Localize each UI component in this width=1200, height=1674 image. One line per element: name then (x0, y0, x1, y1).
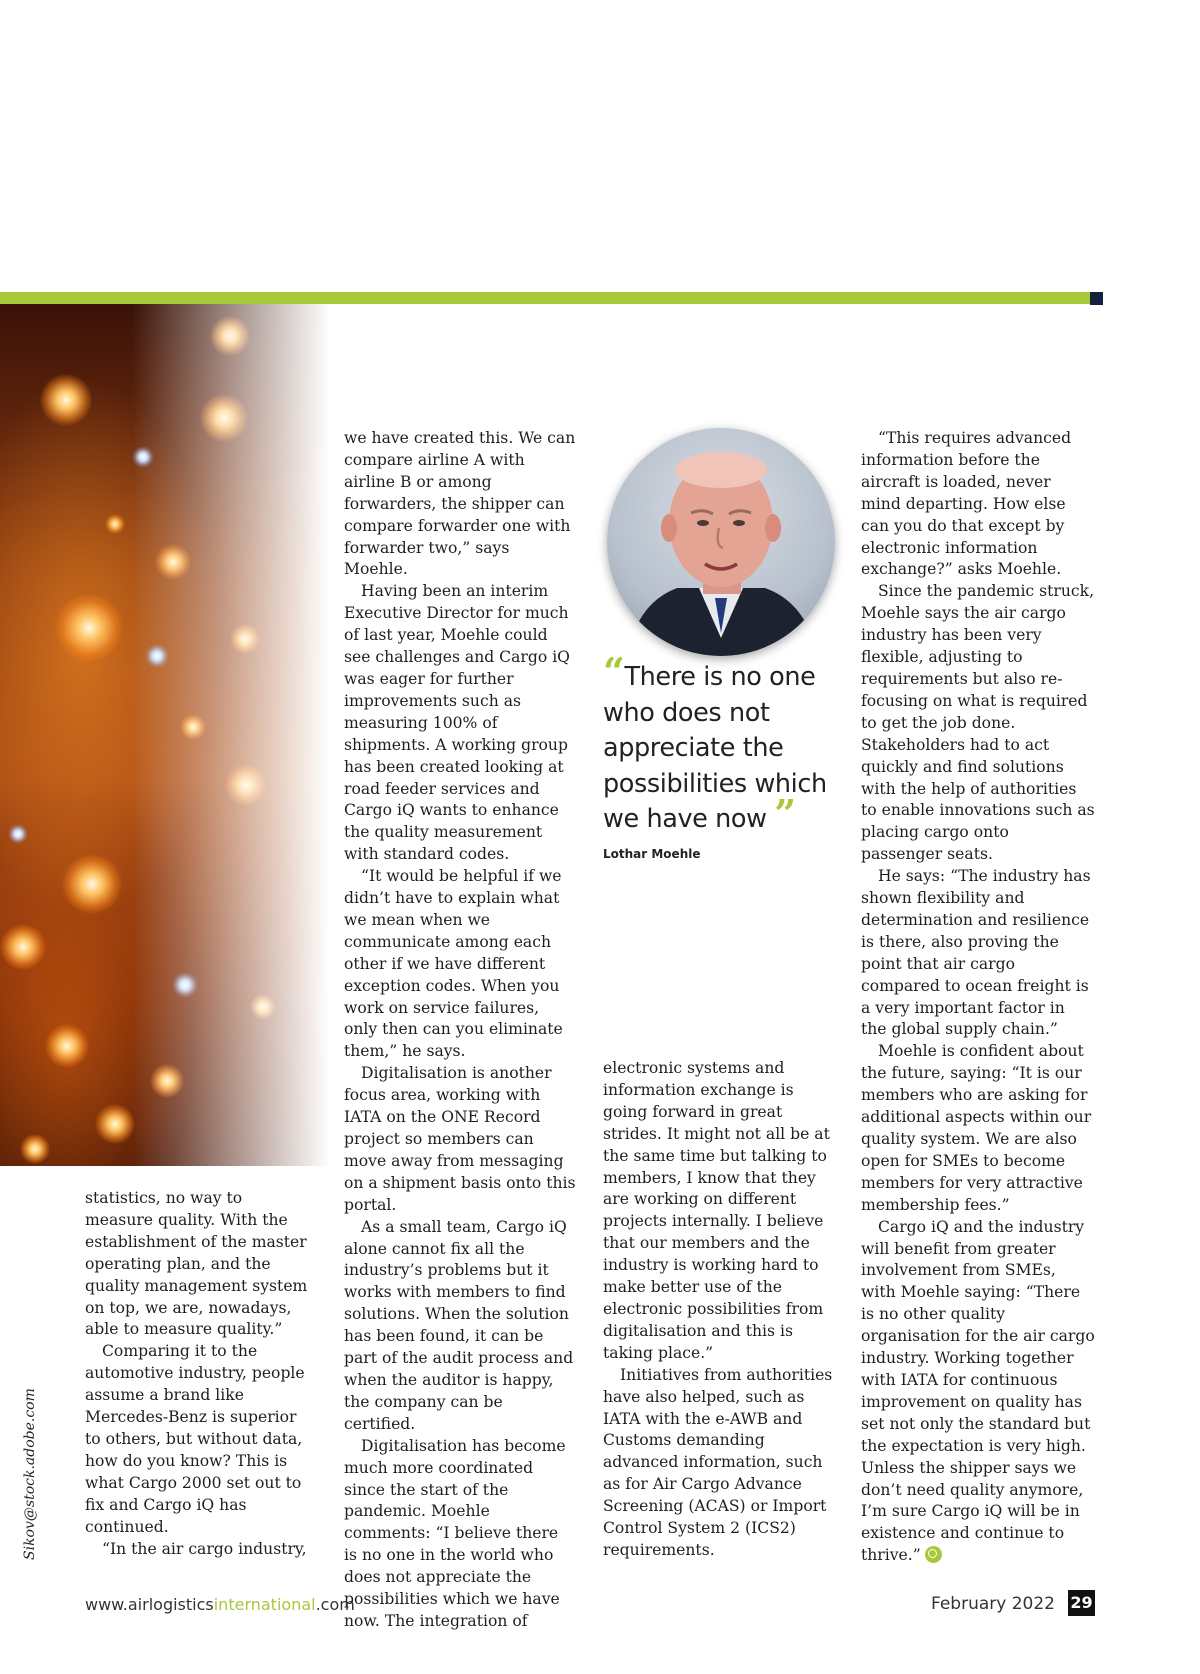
footer-url-part: international (213, 1595, 316, 1614)
pull-quote (603, 649, 835, 838)
paragraph: Moehle is confident about the future, saying: “It is our members who are asking for additional aspects within our quality system. We are also open for SMEs to become members for very attractive membership fees.” (861, 1042, 1092, 1214)
footer-url-part: www.airlogistics (85, 1595, 214, 1614)
paragraph-text: Cargo iQ and the industry will benefit from greater involvement from SMEs, with Moehle saying: “There is no other quality organisation for the air cargo industry. Working together with IATA for continuous improvement on quality has set not only the standard but the expectation is very high. Unless the shipper says we don’t need quality anymore, I’m sure Cargo iQ will be in existence and continue to thrive.” (861, 1217, 1095, 1565)
close-quote-mark: ” (774, 791, 796, 836)
page-number: 29 (1068, 1590, 1095, 1616)
paragraph: “In the air cargo industry, (102, 1539, 307, 1558)
open-quote-mark: “ (603, 649, 625, 694)
paragraph: Since the pandemic struck, Moehle says the air cargo industry has been very flexible, adjusting to requirements but also re-focusing on what is required to get the job done. Stakeholders had to act quickly and find solutions with the help of authorities to enable innovations such as placing cargo onto passenger seats. (861, 582, 1095, 864)
paragraph: “This requires advanced information before the aircraft is loaded, never mind departing. How else can you do that except by electronic information exchange?” asks Moehle. (861, 429, 1072, 579)
paragraph: electronic systems and information exchange is going forward in great strides. It might not all be at the same time but talking to members, I know that they are working on different projects internally. I believe that our members and the industry is working hard to make better use of the electronic possibilities from digitalisation and this is taking place.” (603, 1059, 830, 1362)
paragraph: He says: “The industry has shown flexibility and determination and resilience is there, also proving the point that air cargo compared to ocean freight is a very important factor in the global supply chain.” (861, 867, 1091, 1039)
pull-quote-author: Lothar Moehle (603, 847, 701, 861)
paragraph: Digitalisation is another focus area, working with IATA on the ONE Record project so members can move away from messaging on a shipment basis onto this portal. (344, 1064, 576, 1214)
paragraph: we have created this. We can compare airline A with airline B or among forwarders, the shipper can compare forwarder one with forwarder two,” says Moehle. (344, 429, 576, 579)
paragraph: Having been an interim Executive Director for much of last year, Moehle could see challenges and Cargo iQ was eager for further improvements such as measuring 100% of shipments. A working group has been created looking at road feeder services and Cargo iQ wants to enhance the quality measurement with standard codes. (344, 582, 570, 864)
article-column-4 (861, 428, 1095, 1567)
article-column-2 (344, 428, 576, 1633)
pull-quote-text: There is no one who does not appreciate the possibilities which we have now (603, 662, 827, 834)
paragraph: Initiatives from authorities have also helped, such as IATA with the e-AWB and Customs demanding advanced information, such as for Air Cargo Advance Screening (ACAS) or Import Control System 2 (ICS2) requirements. (603, 1365, 833, 1559)
accent-square (1090, 292, 1103, 305)
paragraph: Comparing it to the automotive industry, people assume a brand like Mercedes-Benz is superior to others, but without data, how do you know? This is what Cargo 2000 set out to fix and Cargo iQ has continued. (85, 1342, 305, 1536)
article-column-1 (85, 1188, 313, 1560)
article-column-3 (603, 1058, 835, 1562)
paragraph: statistics, no way to measure quality. With the establishment of the master operating plan, and the quality management system on top, we are, nowadays, able to measure quality.” (85, 1189, 308, 1339)
footer-date: February 2022 (931, 1594, 1055, 1614)
image-credit: Sikov@stock.adobe.com (22, 1388, 38, 1560)
lothar-moehle-portrait (607, 428, 835, 656)
paragraph (861, 1217, 1095, 1568)
footer-website[interactable] (85, 1595, 355, 1614)
paragraph: As a small team, Cargo iQ alone cannot fix all the industry’s problems but it works with members to find solutions. When the solution has been found, it can be part of the audit process and when the auditor is happy, the company can be certified. (344, 1217, 574, 1433)
accent-bar (0, 292, 1090, 304)
paragraph: Digitalisation has become much more coordinated since the start of the pandemic. Moehle comments: “I believe there is no one in the world who does not appreciate the possibilities which we have now. The integration of (344, 1436, 566, 1630)
globe-end-icon (925, 1546, 942, 1563)
bokeh-lights-image (0, 304, 330, 1166)
footer-url-part: .com (315, 1595, 355, 1614)
paragraph: “It would be helpful if we didn’t have to explain what we mean when we communicate among each other if we have different exception codes. When you work on service failures, only then can you eliminate them,” he says. (344, 867, 563, 1061)
